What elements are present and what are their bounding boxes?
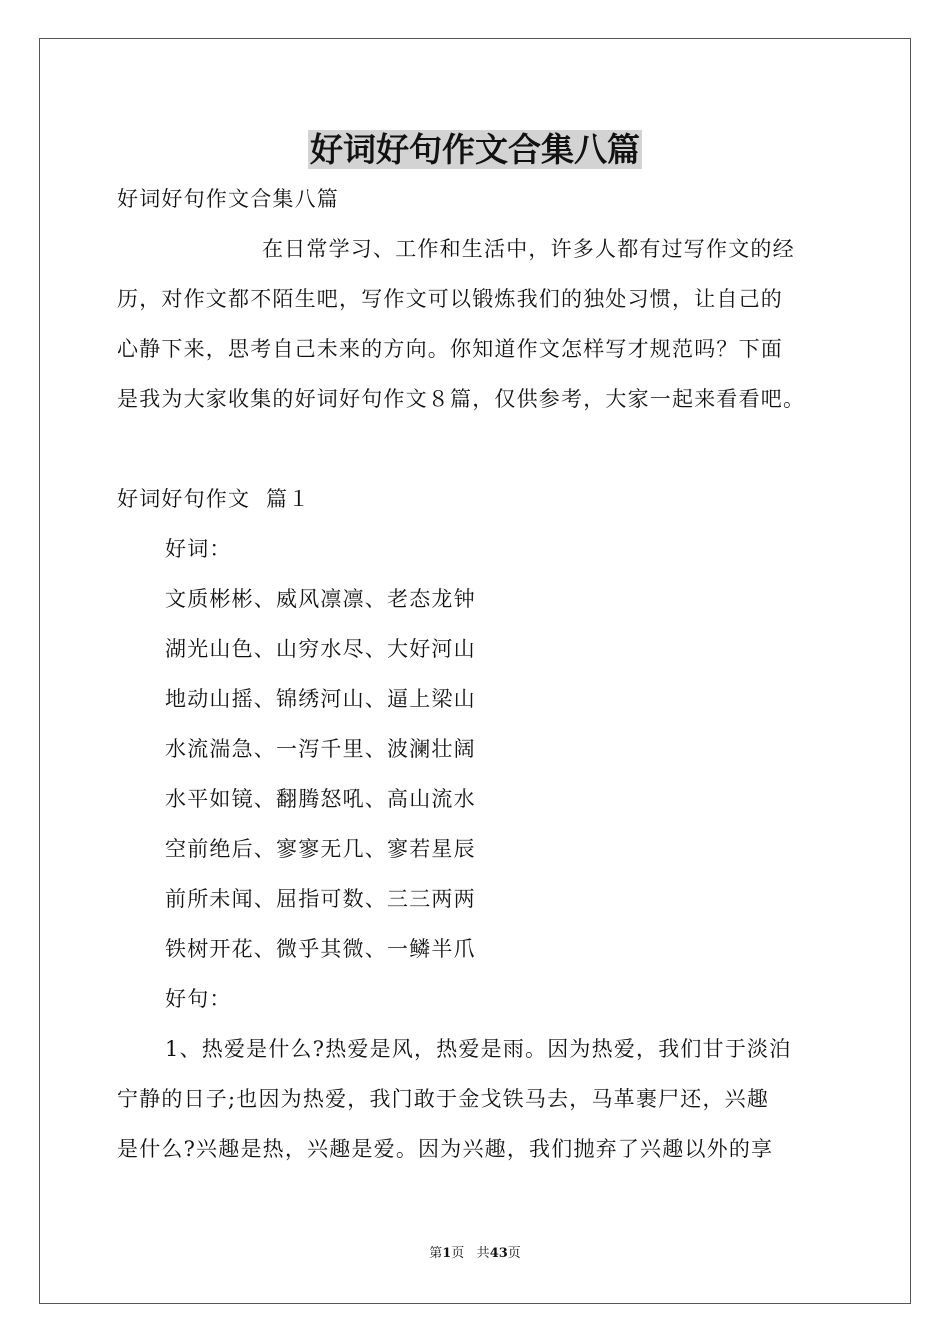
- document-title-text: 好词好句作文合集八篇: [310, 130, 640, 169]
- sentence-line: 1、热爱是什么?热爱是风，热爱是雨。因为热爱，我们甘于淡泊: [165, 1037, 792, 1061]
- word-line: 湖光山色、山穷水尽、大好河山: [165, 637, 476, 661]
- page-footer: [0, 1245, 950, 1263]
- sentences-label: 好句：: [165, 987, 232, 1011]
- sentence-line: 宁静的日子;也因为热爱，我门敢于金戈铁马去，马革裹尸还，兴趣: [117, 1087, 770, 1111]
- intro-line-3: 心静下来，思考自己未来的方向。你知道作文怎样写才规范吗？下面: [117, 337, 783, 361]
- words-label: 好词：: [165, 537, 232, 561]
- total-pages: 43: [489, 1246, 508, 1261]
- page-number: 1: [442, 1246, 452, 1261]
- word-line: 水平如镜、翻腾怒吼、高山流水: [165, 787, 476, 811]
- word-line: 空前绝后、寥寥无几、寥若星辰: [165, 837, 476, 861]
- intro-line-2: 历，对作文都不陌生吧，写作文可以锻炼我们的独处习惯，让自己的: [117, 287, 783, 311]
- word-line: 水流湍急、一泻千里、波澜壮阔: [165, 737, 476, 761]
- word-line: 地动山摇、锦绣河山、逼上梁山: [165, 687, 476, 711]
- document-title: [0, 128, 950, 172]
- intro-line-1: 在日常学习、工作和生活中，许多人都有过写作文的经: [262, 237, 795, 261]
- word-line: 文质彬彬、威风凛凛、老态龙钟: [165, 587, 476, 611]
- section-heading: 好词好句作文 篇１: [117, 487, 311, 511]
- page-prefix: 第: [429, 1246, 443, 1261]
- document-subtitle: 好词好句作文合集八篇: [117, 187, 339, 211]
- word-line: 前所未闻、屈指可数、三三两两: [165, 887, 476, 911]
- page-frame: [39, 38, 911, 1304]
- word-line: 铁树开花、微乎其微、一鳞半爪: [165, 937, 476, 961]
- page-suffix: 页: [451, 1246, 465, 1261]
- total-suffix: 页: [507, 1246, 521, 1261]
- sentence-line: 是什么?兴趣是热，兴趣是爱。因为兴趣，我们抛弃了兴趣以外的享: [117, 1137, 774, 1161]
- total-prefix: 共: [476, 1246, 490, 1261]
- intro-line-4: 是我为大家收集的好词好句作文８篇，仅供参考，大家一起来看看吧。: [117, 387, 806, 411]
